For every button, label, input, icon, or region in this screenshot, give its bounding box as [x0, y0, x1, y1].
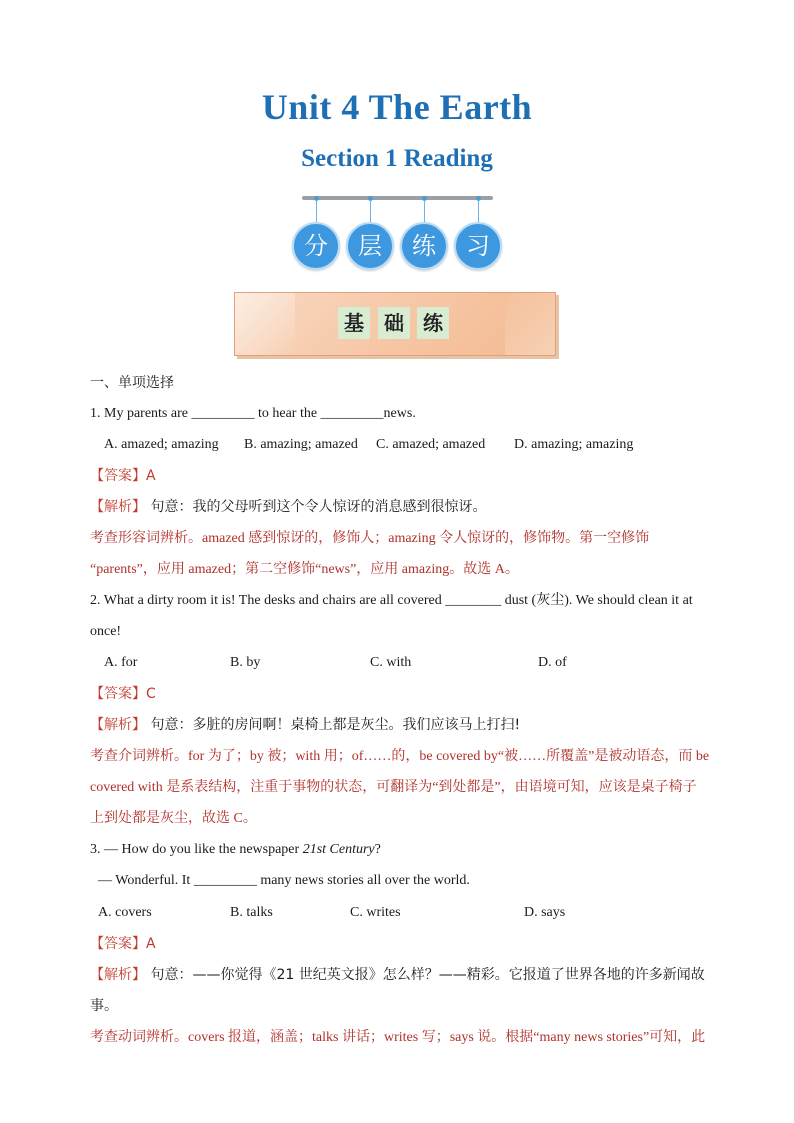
section-heading: 一、单项选择: [90, 375, 174, 391]
q1-option-b: B. amazing; amazed: [244, 437, 358, 452]
newspaper-name: 21st Century: [302, 842, 375, 857]
basic-practice-banner: [234, 292, 556, 356]
stem-text: ?: [374, 842, 381, 857]
question-3-stem: [90, 841, 381, 859]
q2-option-c: C. with: [370, 655, 412, 670]
banner-decoration: [235, 293, 295, 355]
question-2-stem-cont: once!: [90, 624, 122, 639]
q3-option-d: D. says: [524, 905, 566, 920]
q3-explanation: [90, 966, 705, 984]
ball-string: [478, 200, 479, 222]
explanation-label: 【解析】: [90, 499, 146, 515]
banner-char: 基: [338, 307, 370, 339]
hanging-rod: [302, 196, 493, 200]
section-subtitle: Section 1 Reading: [301, 145, 493, 172]
ball-string: [316, 200, 317, 222]
q2-option-b: B. by: [230, 655, 261, 670]
explanation-label: 【解析】: [90, 717, 146, 733]
question-2-stem: 2. What a dirty room it is! The desks and chairs are all covered ________ dust (灰尘). We should clean it at: [90, 593, 693, 608]
q3-answer: 【答案】A: [90, 936, 156, 952]
q2-option-d: D. of: [538, 655, 567, 670]
ball-char: 层: [346, 222, 394, 270]
q2-answer: 【答案】C: [90, 686, 156, 702]
q1-option-d: D. amazing; amazing: [514, 437, 634, 452]
q3-analysis-line: 考查动词辨析。covers 报道，涵盖；talks 讲话；writes 写；says 说。根据“many news stories”可知，此: [90, 1030, 706, 1045]
explanation-text: 句意：——你觉得《21 世纪英文报》怎么样？——精彩。它报道了世界各地的许多新闻故: [150, 967, 705, 983]
banner-decoration: [505, 293, 555, 355]
q2-option-a: A. for: [104, 655, 138, 670]
q1-explanation: [90, 498, 486, 516]
q3-option-b: B. talks: [230, 905, 273, 920]
banner-char: 础: [378, 307, 410, 339]
q3-option-c: C. writes: [350, 905, 401, 920]
ball-string: [424, 200, 425, 222]
stem-text: 3. — How do you like the newspaper: [90, 842, 303, 857]
ball-char: 习: [454, 222, 502, 270]
q3-option-a: A. covers: [98, 905, 152, 920]
banner-char: 练: [417, 307, 449, 339]
q3-explanation-cont: 事。: [90, 998, 118, 1014]
q1-answer: 【答案】A: [90, 468, 156, 484]
unit-title: Unit 4 The Earth: [261, 87, 533, 127]
q1-option-c: C. amazed; amazed: [376, 437, 486, 452]
q1-option-a: A. amazed; amazing: [104, 437, 219, 452]
q2-analysis-line: covered with 是系表结构，注重于事物的状态，可翻译为“到处都是”，由语境可知，应该是桌子椅子: [90, 780, 697, 795]
explanation-text: 句意：多脏的房间啊！桌椅上都是灰尘。我们应该马上打扫!: [150, 717, 521, 733]
question-1-stem: 1. My parents are _________ to hear the _________news.: [90, 406, 416, 421]
explanation-text: 句意：我的父母听到这个令人惊讶的消息感到很惊讶。: [150, 499, 487, 515]
q1-analysis-line: “parents”，应用 amazed；第二空修饰“news”，应用 amazing。故选 A。: [90, 562, 519, 577]
question-3-reply: — Wonderful. It _________ many news stories all over the world.: [98, 873, 470, 888]
ball-string: [370, 200, 371, 222]
ball-char: 练: [400, 222, 448, 270]
ball-char: 分: [292, 222, 340, 270]
q1-analysis-line: 考查形容词辨析。amazed 感到惊讶的，修饰人；amazing 令人惊讶的，修饰物。第一空修饰: [90, 531, 650, 546]
explanation-label: 【解析】: [90, 967, 146, 983]
q2-analysis-line: 考查介词辨析。for 为了；by 被；with 用；of……的，be covered by“被……所覆盖”是被动语态，而 be: [90, 749, 710, 764]
q2-analysis-line: 上到处都是灰尘，故选 C。: [90, 811, 257, 826]
q2-explanation: [90, 716, 520, 734]
